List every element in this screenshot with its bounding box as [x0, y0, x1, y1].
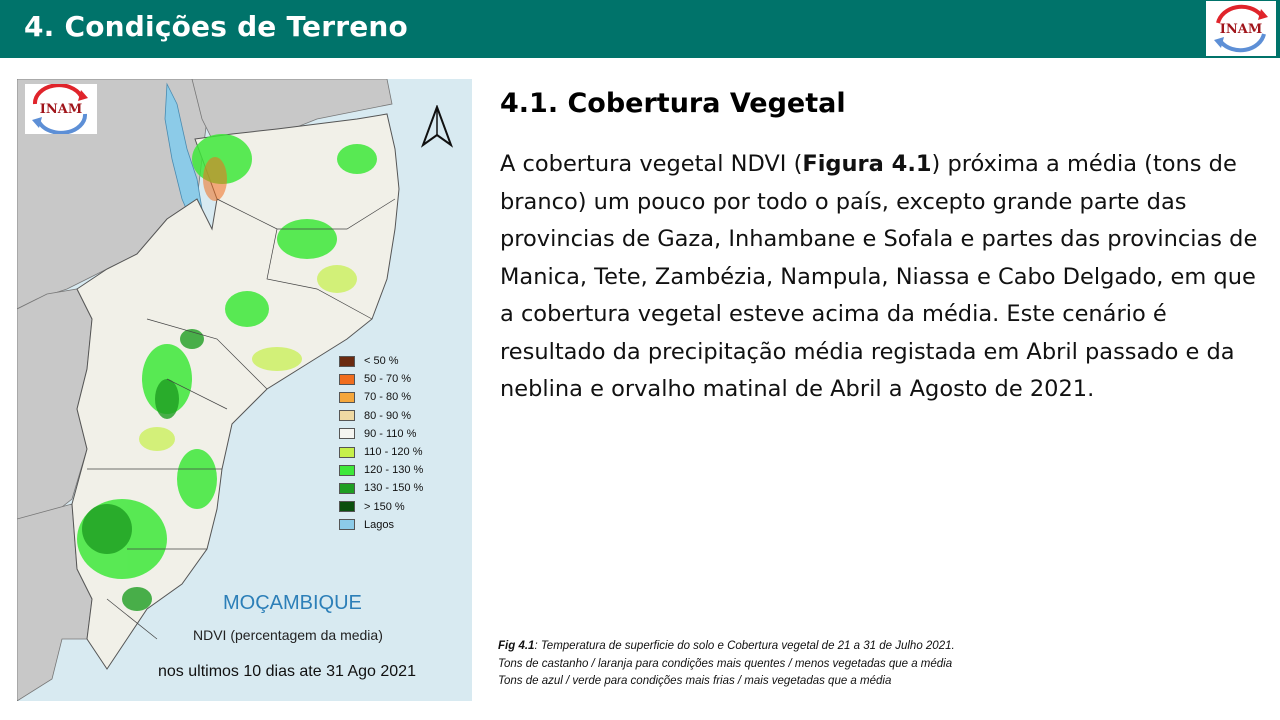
legend-item [339, 461, 423, 479]
legend-label: < 50 % [364, 355, 399, 368]
legend-item [339, 370, 423, 388]
legend-item [339, 498, 423, 516]
body-text-start: A cobertura vegetal NDVI ( [500, 151, 803, 177]
map-logo-text: INAM [39, 102, 83, 117]
map-period: nos ultimos 10 dias ate 31 Ago 2021 [158, 663, 416, 680]
legend-swatch [339, 519, 355, 530]
legend-label: 130 - 150 % [364, 482, 424, 495]
legend-item [339, 516, 423, 534]
legend-label: > 150 % [364, 500, 405, 513]
legend-label: Lagos [364, 518, 394, 531]
legend-swatch [339, 465, 355, 476]
caption-line-1 [498, 638, 1098, 656]
body-text-end: ) próxima a média (tons de branco) um pouco por todo o país, excepto grande parte das provincias de Gaza, Inhambane e Sofala e partes das provincias de Manica, Tete, Zambézia, Nampula, Niassa e Cabo Delgado, em que a cobertura vegetal esteve acima da média. Este cenário é resultado da precipitação média registada em Abril passado e da neblina e orvalho matinal de Abril a Agosto de 2021. [500, 151, 1258, 402]
legend-label: 70 - 80 % [364, 391, 412, 404]
header-bar [0, 0, 1280, 58]
legend-item [339, 388, 423, 406]
legend-label: 50 - 70 % [364, 373, 412, 386]
legend-swatch [339, 428, 355, 439]
legend-item [339, 443, 423, 461]
legend-swatch [339, 392, 355, 403]
legend-item [339, 425, 423, 443]
caption-label: Fig 4.1 [498, 640, 535, 652]
legend-label: 80 - 90 % [364, 409, 412, 422]
ndvi-map [17, 79, 472, 701]
legend-label: 110 - 120 % [364, 446, 423, 459]
legend-item [339, 479, 423, 497]
map-legend [339, 352, 423, 534]
page-title: 4. Condições de Terreno [24, 10, 408, 43]
caption-line1-text: : Temperatura de superficie do solo e Cobertura vegetal de 21 a 31 de Julho 2021. [534, 640, 955, 652]
legend-label: 120 - 130 % [364, 464, 424, 477]
legend-swatch [339, 483, 355, 494]
legend-swatch [339, 501, 355, 512]
legend-label: 90 - 110 % [364, 427, 417, 440]
body-paragraph [500, 146, 1260, 409]
caption-line-3: Tons de azul / verde para condições mais frias / mais vegetadas que a média [498, 675, 892, 687]
inam-logo [1206, 1, 1276, 56]
legend-item [339, 407, 423, 425]
figure-reference: Figura 4.1 [802, 151, 932, 177]
map-inam-logo [25, 84, 97, 134]
figure-caption [498, 638, 1098, 691]
legend-swatch [339, 374, 355, 385]
map-subtitle: NDVI (percentagem da media) [193, 627, 383, 643]
section-title: 4.1. Cobertura Vegetal [500, 88, 846, 119]
legend-swatch [339, 356, 355, 367]
logo-text: INAM [1219, 22, 1263, 37]
legend-swatch [339, 410, 355, 421]
legend-swatch [339, 447, 355, 458]
map-country-label: MOÇAMBIQUE [223, 592, 362, 614]
caption-line-2: Tons de castanho / laranja para condições mais quentes / menos vegetadas que a média [498, 657, 953, 670]
legend-item [339, 352, 423, 370]
